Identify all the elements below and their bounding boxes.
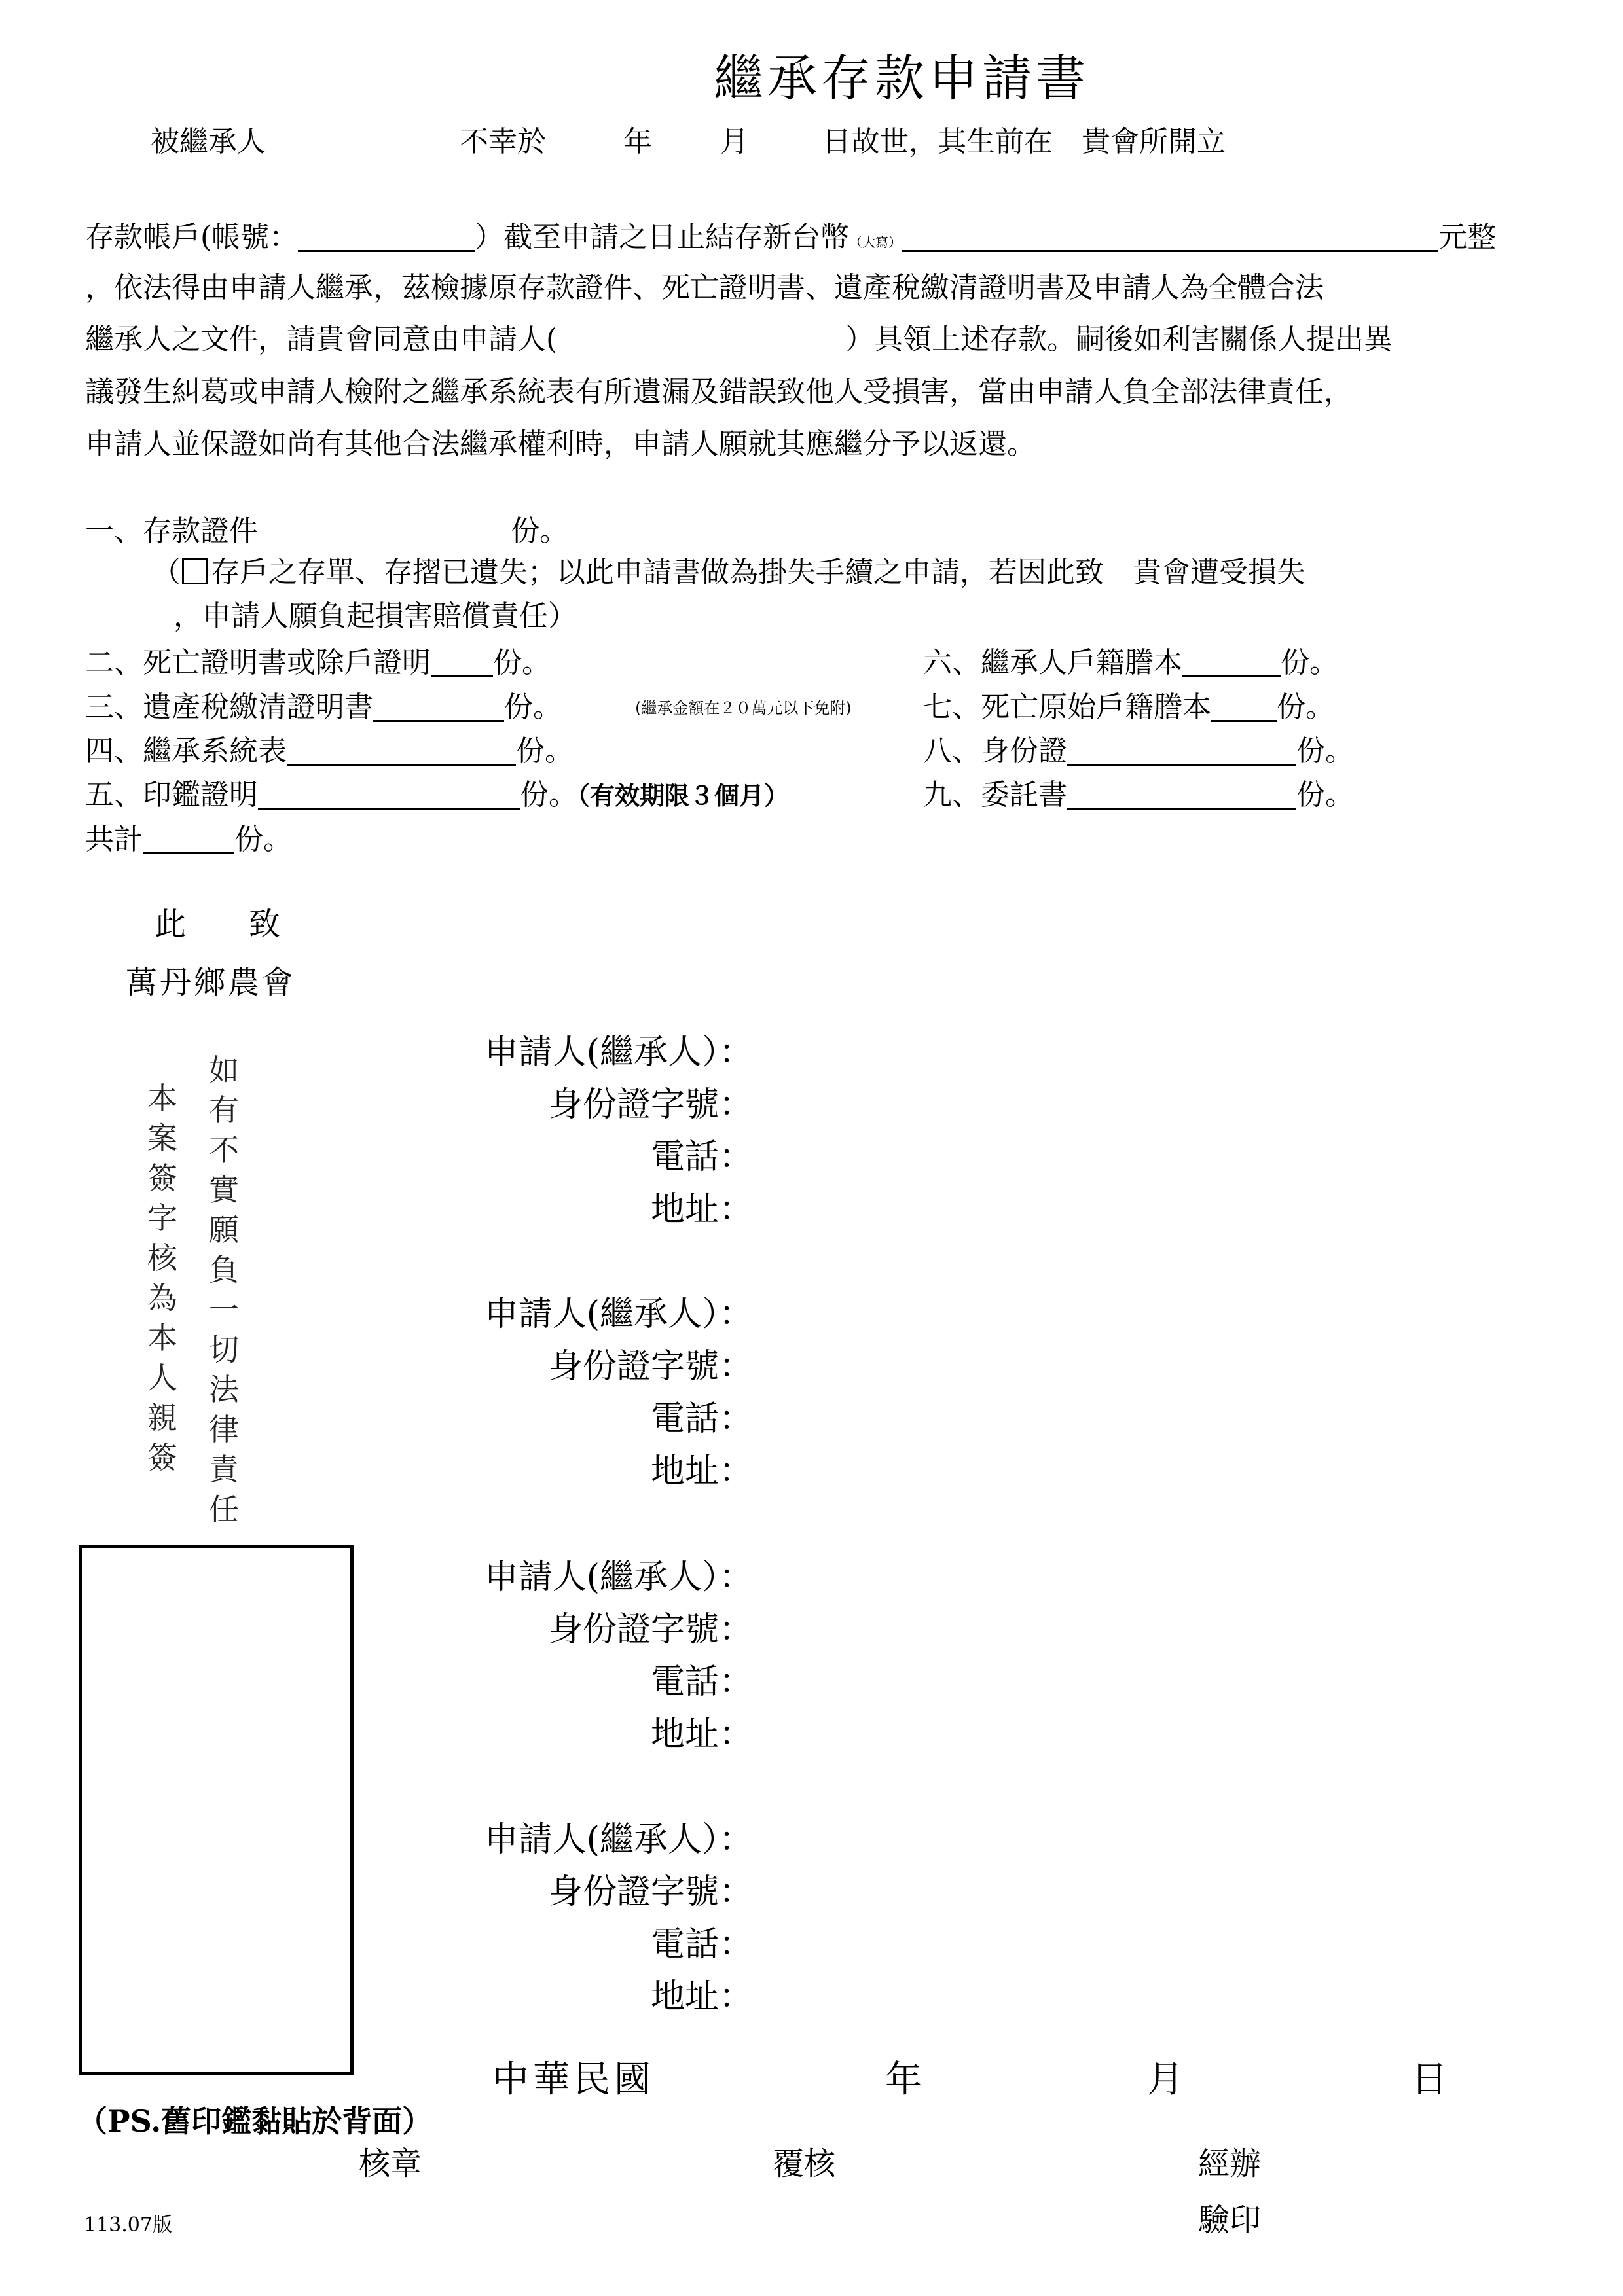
body-line-4: 議發生糾葛或申請人檢附之繼承系統表有所遺漏及錯誤致他人受損害，當由申請人負全部法律責任， (85, 375, 1353, 408)
item-8-unit: 份。 (1296, 734, 1354, 768)
ps-note: （PS.舊印鑑黏貼於背面） (77, 2104, 433, 2139)
item-6-label: 六、繼承人戶籍謄本 (923, 646, 1182, 679)
phone-label: 電話： (650, 1662, 753, 1702)
amount-suffix: 元整 (1438, 221, 1497, 254)
id-number-label: 身份證字號： (548, 1085, 753, 1124)
item-5-note: （有效期限３個月） (577, 781, 790, 810)
phone-label: 電話： (650, 1399, 753, 1439)
date-year: 年 (885, 2058, 922, 2101)
item-1-label: 一、存款證件 (85, 514, 258, 548)
applicant-field[interactable] (759, 1812, 1480, 1848)
vertical-char: 字 (147, 1200, 177, 1236)
address-label: 地址： (650, 1977, 753, 2017)
vertical-char: 切 (209, 1332, 239, 1367)
address-field[interactable] (759, 1969, 1480, 2005)
seal-label: 核章 (359, 2145, 422, 2182)
vertical-char: 人 (147, 1360, 177, 1395)
id-number-field[interactable] (759, 1077, 1480, 1113)
id-number-field[interactable] (759, 1864, 1480, 1901)
vertical-char: 如 (209, 1052, 239, 1088)
item-3-blank[interactable] (373, 692, 504, 722)
applicant-label: 申請人(繼承人）： (484, 1295, 753, 1334)
id-number-label: 身份證字號： (548, 1873, 753, 1912)
body-line-2: ，依法得由申請人繼承，茲檢據原存款證件、死亡證明書、遺產稅繳清證明書及申請人為全體合法 (85, 271, 1324, 304)
lost-open: （ (152, 556, 181, 589)
phone-label: 電話： (650, 1925, 753, 1964)
body-line-3 (85, 325, 1393, 354)
address-field[interactable] (759, 1706, 1480, 1743)
item-9-unit: 份。 (1296, 778, 1354, 812)
item-5-blank[interactable] (258, 780, 520, 810)
address-field[interactable] (759, 1181, 1480, 1218)
page-title: 繼承存款申請書 (714, 49, 1089, 107)
lost-declaration (152, 558, 1305, 587)
vertical-char: 願 (209, 1212, 239, 1247)
body-line-3a: 繼承人之文件，請貴會同意由申請人( (85, 323, 558, 356)
capital-note: （大寫） (849, 234, 902, 250)
handler-label: 經辦 (1198, 2145, 1262, 2182)
item-5-unit: 份。 (520, 778, 577, 812)
vertical-char: 法 (209, 1372, 239, 1407)
item-4 (85, 736, 574, 766)
vertical-char: 負 (209, 1252, 239, 1287)
item-2-blank[interactable] (431, 648, 493, 677)
lost-checkbox[interactable] (182, 558, 208, 584)
item-5-label: 五、印鑑證明 (85, 778, 258, 812)
salutation: 此 致 (155, 906, 281, 942)
account-line (85, 223, 1496, 252)
vertical-char: 任 (209, 1492, 239, 1527)
address-label: 地址： (650, 1715, 753, 1754)
vertical-char: 實 (209, 1172, 239, 1208)
applicant-label: 申請人(繼承人）： (484, 1558, 753, 1597)
item-3-unit: 份。 (504, 691, 562, 724)
body-line-3b: ）具領上述存款。嗣後如利害關係人提出異 (845, 323, 1393, 356)
phone-field[interactable] (759, 1391, 1480, 1427)
item-7 (923, 692, 1334, 722)
vertical-char: 本 (147, 1081, 177, 1116)
account-number-blank[interactable] (298, 223, 475, 252)
phone-field[interactable] (759, 1654, 1480, 1691)
phone-field[interactable] (759, 1129, 1480, 1166)
applicant-label: 申請人(繼承人）： (484, 1820, 753, 1859)
header-day-text: 日故世，其生前在 貴會所開立 (822, 125, 1226, 158)
item-8-blank[interactable] (1067, 736, 1296, 766)
version-label: 113.07版 (84, 2214, 172, 2236)
item-2-unit: 份。 (493, 646, 551, 679)
lost-text: 存戶之存單、存摺已遺失；以此申請書做為掛失手續之申請，若因此致 貴會遭受損失 (211, 556, 1305, 589)
decedent-label: 被繼承人 (151, 125, 266, 158)
amount-blank[interactable] (902, 223, 1438, 252)
item-6-unit: 份。 (1281, 646, 1338, 679)
date-month: 月 (1147, 2058, 1184, 2101)
applicant-field[interactable] (759, 1549, 1480, 1586)
vertical-char: 本 (147, 1320, 177, 1355)
applicant-field[interactable] (759, 1286, 1480, 1323)
item-2-label: 二、死亡證明書或除戶證明 (85, 646, 431, 679)
item-4-blank[interactable] (287, 736, 516, 766)
address-field[interactable] (759, 1443, 1480, 1480)
id-number-label: 身份證字號： (548, 1347, 753, 1386)
item-8-label: 八、身份證 (923, 734, 1067, 768)
address-label: 地址： (650, 1452, 753, 1491)
vertical-char: 律 (209, 1412, 239, 1447)
item-3-label: 三、遺產稅繳清證明書 (85, 691, 373, 724)
item-8 (923, 736, 1354, 766)
header-year-label: 年 (623, 125, 652, 158)
header-month-label: 月 (720, 125, 749, 158)
item-4-label: 四、繼承系統表 (85, 734, 287, 768)
vertical-char: 為 (147, 1280, 177, 1316)
phone-field[interactable] (759, 1916, 1480, 1953)
item-9 (923, 780, 1354, 810)
vertical-char: 親 (147, 1400, 177, 1435)
item-1-unit: 份。 (511, 514, 568, 548)
item-9-label: 九、委託書 (923, 778, 1067, 812)
vertical-char: 有 (209, 1092, 239, 1128)
applicant-label: 申請人(繼承人）： (484, 1033, 753, 1072)
id-number-label: 身份證字號： (548, 1610, 753, 1649)
id-number-field[interactable] (759, 1338, 1480, 1375)
vertical-char: 案 (147, 1121, 177, 1156)
recipient: 萬丹鄉農會 (126, 964, 297, 1001)
id-number-field[interactable] (759, 1602, 1480, 1638)
date-era: 中華民國 (492, 2058, 655, 2101)
total-label: 共計 (85, 823, 143, 856)
phone-label: 電話： (650, 1138, 753, 1177)
vertical-char: 不 (209, 1132, 239, 1168)
vertical-char: 一 (209, 1292, 239, 1327)
total-unit: 份。 (234, 823, 292, 856)
account-prefix: 存款帳戶(帳號： (85, 221, 299, 254)
item-5 (85, 780, 789, 810)
vertical-char: 簽 (147, 1160, 177, 1196)
vertical-char: 責 (209, 1452, 239, 1487)
item-4-unit: 份。 (516, 734, 574, 768)
address-label: 地址： (650, 1190, 753, 1229)
item-7-label: 七、死亡原始戶籍謄本 (923, 691, 1211, 724)
item-7-unit: 份。 (1277, 691, 1334, 724)
review-label: 覆核 (773, 2145, 836, 2182)
total (85, 825, 292, 854)
item-7-blank[interactable] (1211, 692, 1277, 722)
item-2 (85, 648, 551, 677)
item-9-blank[interactable] (1067, 780, 1296, 810)
total-blank[interactable] (143, 825, 234, 854)
body-line-5: 申請人並保證如尚有其他合法繼承權利時，申請人願就其應繼分予以返還。 (85, 427, 1036, 461)
item-6-blank[interactable] (1182, 648, 1281, 677)
item-6 (923, 648, 1338, 677)
item-3 (85, 692, 562, 722)
verify-label: 驗印 (1198, 2202, 1262, 2238)
lost-declaration-2: ，申請人願負起損害賠償責任） (173, 600, 577, 633)
vertical-char: 簽 (147, 1440, 177, 1475)
applicant-field[interactable] (759, 1024, 1480, 1061)
date-day: 日 (1411, 2058, 1448, 2101)
vertical-char: 核 (147, 1240, 177, 1276)
account-mid: ）截至申請之日止結存新台幣 (475, 221, 850, 254)
died-on-label: 不幸於 (460, 125, 546, 158)
item-3-note: (繼承金額在２０萬元以下免附) (635, 699, 852, 717)
